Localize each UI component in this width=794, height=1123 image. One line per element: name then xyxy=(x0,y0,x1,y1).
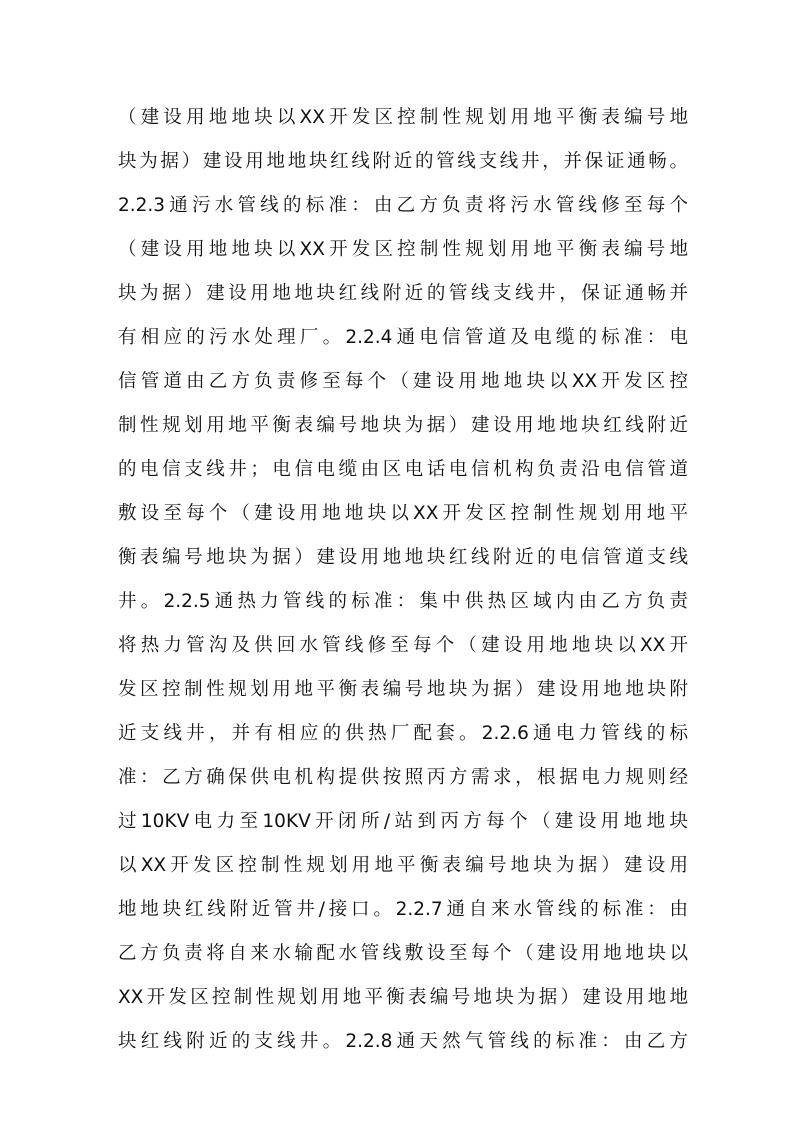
text-line-20: 乙方负责将自来水输配水管线敷设至每个（建设用地地块以 xyxy=(118,943,688,964)
body-text xyxy=(118,96,688,1064)
text-line-11: 衡表编号地块为据）建设用地地块红线附近的电信管道支线 xyxy=(118,547,688,568)
text-line-13: 将热力管沟及供回水管线修至每个（建设用地地块以XX开 xyxy=(118,635,688,656)
text-line-1: （建设用地地块以XX开发区控制性规划用地平衡表编号地 xyxy=(118,107,688,128)
text-line-16: 准：乙方确保供电机构提供按照丙方需求，根据电力规则经 xyxy=(118,767,688,788)
text-line-14: 发区控制性规划用地平衡表编号地块为据）建设用地地块附 xyxy=(118,679,688,700)
text-line-10: 敷设至每个（建设用地地块以XX开发区控制性规划用地平 xyxy=(118,503,688,524)
text-line-3: 2.2.3通污水管线的标准：由乙方负责将污水管线修至每个 xyxy=(118,195,688,216)
text-line-22: 块红线附近的支线井。2.2.8通天然气管线的标准：由乙方 xyxy=(118,1031,688,1052)
text-line-21: XX开发区控制性规划用地平衡表编号地块为据）建设用地地 xyxy=(118,987,688,1008)
text-line-4: （建设用地地块以XX开发区控制性规划用地平衡表编号地 xyxy=(118,239,688,260)
text-line-6: 有相应的污水处理厂。2.2.4通电信管道及电缆的标准：电 xyxy=(118,327,688,348)
text-line-17: 过10KV电力至10KV开闭所/站到丙方每个（建设用地地块 xyxy=(118,811,688,832)
text-line-2: 块为据）建设用地地块红线附近的管线支线井，并保证通畅。 xyxy=(118,151,688,172)
text-line-19: 地地块红线附近管井/接口。2.2.7通自来水管线的标准：由 xyxy=(118,899,688,920)
text-line-7: 信管道由乙方负责修至每个（建设用地地块以XX开发区控 xyxy=(118,371,688,392)
text-line-15: 近支线井，并有相应的供热厂配套。2.2.6通电力管线的标 xyxy=(118,723,688,744)
text-line-18: 以XX开发区控制性规划用地平衡表编号地块为据）建设用 xyxy=(118,855,688,876)
text-line-12: 井。2.2.5通热力管线的标准：集中供热区域内由乙方负责 xyxy=(118,591,688,612)
text-line-8: 制性规划用地平衡表编号地块为据）建设用地地块红线附近 xyxy=(118,415,688,436)
text-line-5: 块为据）建设用地地块红线附近的管线支线井，保证通畅并 xyxy=(118,283,688,304)
text-line-9: 的电信支线井；电信电缆由区电话电信机构负责沿电信管道 xyxy=(118,459,688,480)
